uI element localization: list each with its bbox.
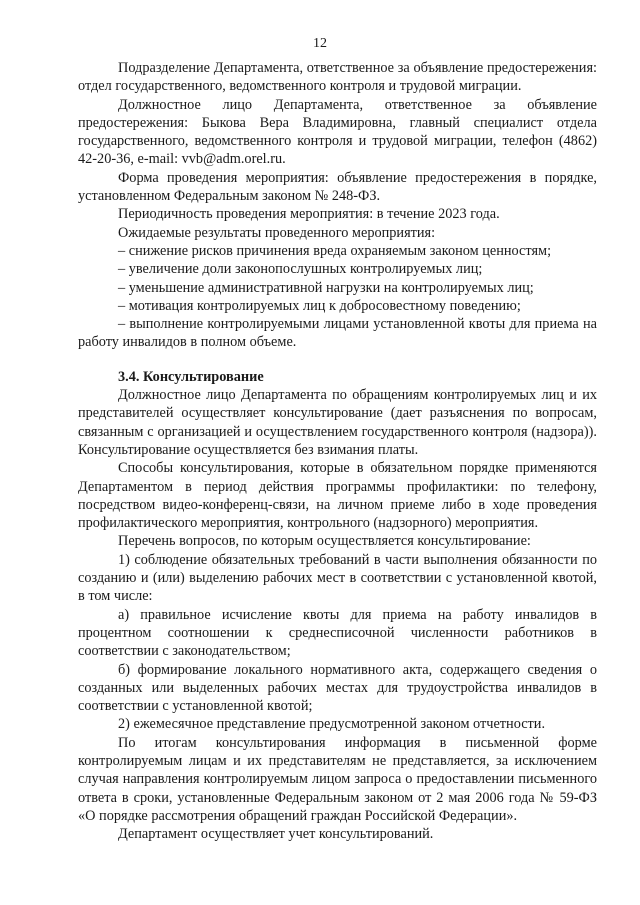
section-heading: 3.4. Консультирование <box>118 368 264 385</box>
list-item: – снижение рисков причинения вреда охраняемым законом ценностям; <box>118 242 552 259</box>
list-item: – увеличение доли законопослушных контролируемых лиц; <box>118 261 483 278</box>
paragraph-periodicity: Периодичность проведения мероприятия: в течение 2023 года. <box>118 206 500 223</box>
paragraph-consulting-official: Должностное лицо Департамента по обращениям контролируемых лиц и их представителей осуществляет консультирование (дает разъяснения по вопросам, связанным с организацией и осуществлением государственного контроля (надзора)). Консультирование осуществляется без взимания платы. <box>78 387 597 458</box>
list-item: – уменьшение административной нагрузки на контролируемых лиц; <box>118 279 534 296</box>
paragraph-expected-results: Ожидаемые результаты проведенного мероприятия: <box>118 224 436 241</box>
paragraph-written-response: По итогам консультирования информация в письменной форме контролируемым лицам и их представителям не представляется, за исключением случая направления контролируемым лицом запроса о предоставлении письменного ответа в сроки, установленные Федеральным законом от 2 мая 2006 года № 59-ФЗ «О порядке рассмотрения обращений граждан Российской Федерации». <box>78 734 597 824</box>
paragraph-record-keeping: Департамент осуществляет учет консультирований. <box>118 826 434 843</box>
paragraph-subdivision: Подразделение Департамента, ответственное за объявление предостережения: отдел государственного, ведомственного контроля и трудовой миграции. <box>78 60 597 95</box>
list-item: – мотивация контролируемых лиц к добросовестному поведению; <box>118 297 521 314</box>
document-body <box>78 59 597 843</box>
list-item: б) формирование локального нормативного акта, содержащего сведения о созданных или выделенных рабочих местах для трудоустройства инвалидов в соответствии с установленной квотой; <box>78 661 597 715</box>
paragraph-form: Форма проведения мероприятия: объявление предостережения в порядке, установленном Федеральным законом № 248-ФЗ. <box>78 169 597 205</box>
section-spacer <box>78 352 597 368</box>
paragraph-official: Должностное лицо Департамента, ответственное за объявление предостережения: Быкова Вера Владимировна, главный специалист отдела государственного, ведомственного контроля и трудовой миграции, телефон (4862) 42-20-36, e-mail: vvb@adm.orel.ru. <box>78 96 597 168</box>
list-item: 1) соблюдение обязательных требований в части выполнения обязанности по созданию и (или) выделению рабочих мест в соответствии с установленной квотой, в том числе: <box>78 551 597 605</box>
list-item: – выполнение контролируемыми лицами установленной квоты для приема на работу инвалидов в полном объеме. <box>78 316 597 351</box>
paragraph-consulting-methods: Способы консультирования, которые в обязательном порядке применяются Департаментом в период действия программы профилактики: по телефону, посредством видео-конференц-связи, на личном приеме либо в ходе проведения профилактического мероприятия, контрольного (надзорного) мероприятия. <box>78 460 597 532</box>
page-number: 12 <box>313 36 327 51</box>
paragraph-questions-list: Перечень вопросов, по которым осуществляется консультирование: <box>118 533 531 550</box>
list-item: а) правильное исчисление квоты для приема на работу инвалидов в процентном соотношении к среднесписочной численности работников в соответствии с законодательством; <box>78 606 597 660</box>
list-item: 2) ежемесячное представление предусмотренной законом отчетности. <box>118 716 546 733</box>
